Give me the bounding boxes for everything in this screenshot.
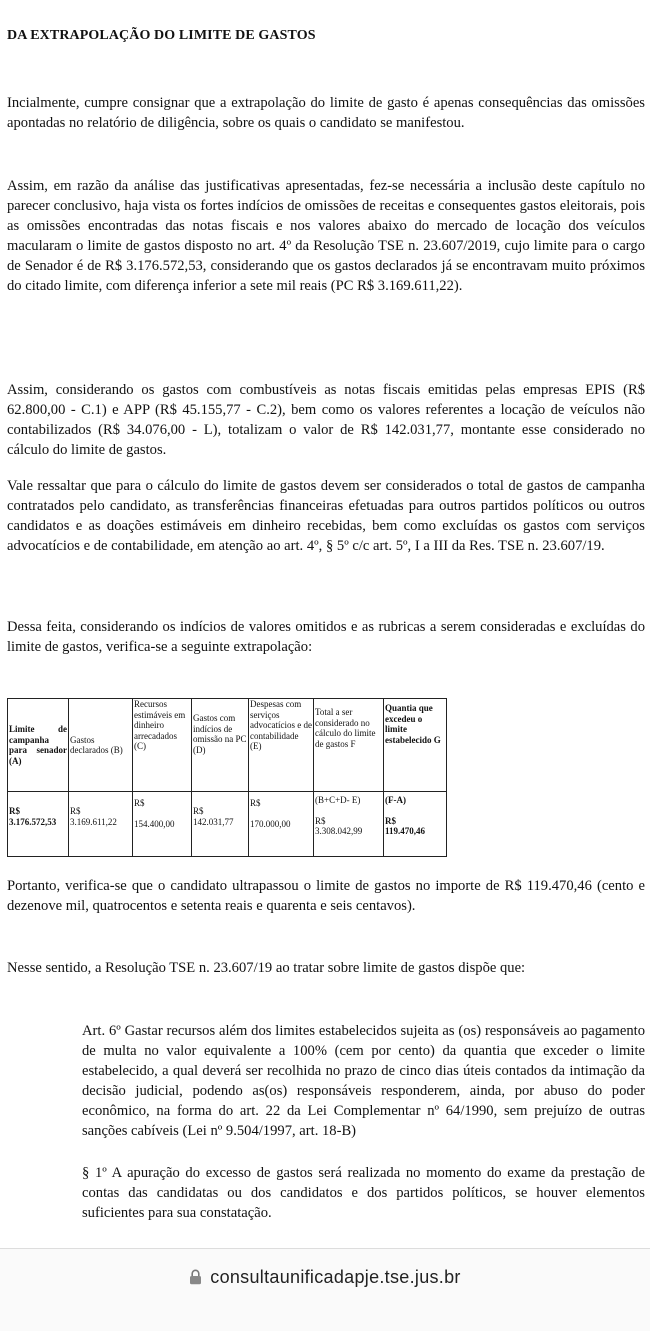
value-declared-expenses xyxy=(69,792,133,857)
value-text: 119.470,46 xyxy=(385,826,426,836)
value-legal-accounting-expenses xyxy=(249,792,314,857)
value-text: 3.169.611,22 xyxy=(70,816,117,827)
value-omitted-expenses xyxy=(192,792,249,857)
value-text: 3.176.572,53 xyxy=(9,816,57,827)
value-exceeded-amount xyxy=(384,792,447,857)
header-campaign-limit: Limite de campanha para senador (A) xyxy=(8,699,69,792)
formula-f: (B+C+D- E) xyxy=(315,795,361,805)
paragraph-fuel-expenses: Assim, considerando os gastos com combustíveis as notas fiscais emitidas pelas empresas EPIS (R$ 62.800,00 - C.1) e APP (R$ 45.155,77 - C.2), bem como os valores referentes a locação de veículos não contabilizados (R$ 34.076,00 - L), totalizam o valor de R$ 142.031,77, montante esse considerado no cálculo do limite de gastos. xyxy=(7,382,645,458)
currency-label: R$ xyxy=(250,798,261,808)
lock-icon xyxy=(189,1269,202,1285)
extrapolation-table xyxy=(7,698,447,857)
header-total-considered: Total a ser considerado no cálculo do limite de gastos F xyxy=(314,699,384,792)
paragraph-extrapolation-intro: Dessa feita, considerando os indícios de valores omitidos e as rubricas a serem consideradas e excluídas do limite de gastos, verifica-se a seguinte extrapolação: xyxy=(7,619,645,655)
value-estimated-resources xyxy=(133,792,192,857)
currency-label: R$ xyxy=(315,815,326,826)
currency-label: R$ xyxy=(70,806,81,816)
value-text: 142.031,77 xyxy=(193,816,234,827)
header-legal-accounting-expenses: Despesas com serviços advocatícios e de contabilidade (E) xyxy=(249,699,314,792)
value-campaign-limit xyxy=(8,792,69,857)
value-text: 154.400,00 xyxy=(134,818,175,829)
paragraph-resolution: Nesse sentido, a Resolução TSE n. 23.607/19 ao tratar sobre limite de gastos dispõe que: xyxy=(7,960,526,976)
currency-label: R$ xyxy=(385,815,396,826)
paragraph-analysis: Assim, em razão da análise das justificativas apresentadas, fez-se necessária a inclusão deste capítulo no parecer conclusivo, haja vista os fortes indícios de omissões de receitas e consequentes gastos eleitorais, pois as omissões encontradas das notas fiscais e nos valores abaixo do mercado de locação dos veículos macularam o limite de gastos disposto no art. 4º da Resolução TSE n. 23.607/2019, cujo limite para o cargo de Senador é de R$ 3.176.572,53, considerando que os gastos declarados já se encontravam muito próximos do citado limite, com diferença inferior a sete mil reais (PC R$ 3.169.611,22). xyxy=(7,178,645,294)
quote-article-6: Art. 6º Gastar recursos além dos limites estabelecidos sujeita as (os) responsáveis ao pagamento de multa no valor equivalente a 100% (cem por cento) da quantia que exceder o limite estabelecido, a qual deverá ser recolhida no prazo de cinco dias úteis contados da intimação da decisão judicial, podendo as(os) responsáveis responderem, ainda, por abuso do poder econômico, na forma do art. 22 da Lei Complementar nº 64/1990, sem prejuízo de outras sanções cabíveis (Lei nº 9.504/1997, art. 18-B) xyxy=(82,1023,645,1139)
paragraph-intro: Incialmente, cumpre consignar que a extrapolação do limite de gasto é apenas consequências das omissões apontadas no relatório de diligência, sobre os quais o candidato se manifestou. xyxy=(7,95,645,131)
header-estimated-resources: Recursos estimáveis em dinheiro arrecadados (C) xyxy=(133,699,192,792)
quote-paragraph-1-wrapper xyxy=(82,1163,645,1223)
value-text: 3.308.042,99 xyxy=(315,826,363,836)
quote-paragraph-1: § 1º A apuração do excesso de gastos será realizada no momento do exame da prestação de contas das candidatas ou dos candidatos e dos partidos políticos, se houver elementos suficientes para sua constatação. xyxy=(82,1165,645,1221)
header-omitted-expenses: Gastos com indícios de omissão na PC (D) xyxy=(192,699,249,792)
section-heading: DA EXTRAPOLAÇÃO DO LIMITE DE GASTOS xyxy=(7,28,316,43)
paragraph-calculation-rules: Vale ressaltar que para o cálculo do limite de gastos devem ser considerados o total de gastos de campanha contratados pelo candidato, as transferências financeiras efetuadas para outros partidos políticos ou outros candidatos e as doações estimáveis em dinheiro recebidas, bem como excluídas os gastos com serviços advocatícios e de contabilidade, em atenção ao art. 4º, § 5º c/c art. 5º, I a III da Res. TSE n. 23.607/19. xyxy=(7,478,645,554)
paragraph-conclusion: Portanto, verifica-se que o candidato ultrapassou o limite de gastos no importe de R$ 119.470,46 (cento e dezenove mil, quatrocentos e setenta reais e quarenta e seis centavos). xyxy=(7,878,645,914)
formula-g: (F-A) xyxy=(385,795,406,805)
currency-label: R$ xyxy=(134,798,145,808)
value-total-considered xyxy=(314,792,384,857)
header-declared-expenses: Gastos declarados (B) xyxy=(69,699,133,792)
browser-footer xyxy=(0,1248,650,1331)
value-text: 170.000,00 xyxy=(250,818,291,829)
currency-label: R$ xyxy=(9,806,20,816)
header-exceeded-amount: Quantia que excedeu o limite estabelecido G xyxy=(384,699,447,792)
url-text: consultaunificadapje.tse.jus.br xyxy=(210,1266,461,1287)
currency-label: R$ xyxy=(193,806,204,816)
address-bar[interactable] xyxy=(0,1265,650,1289)
